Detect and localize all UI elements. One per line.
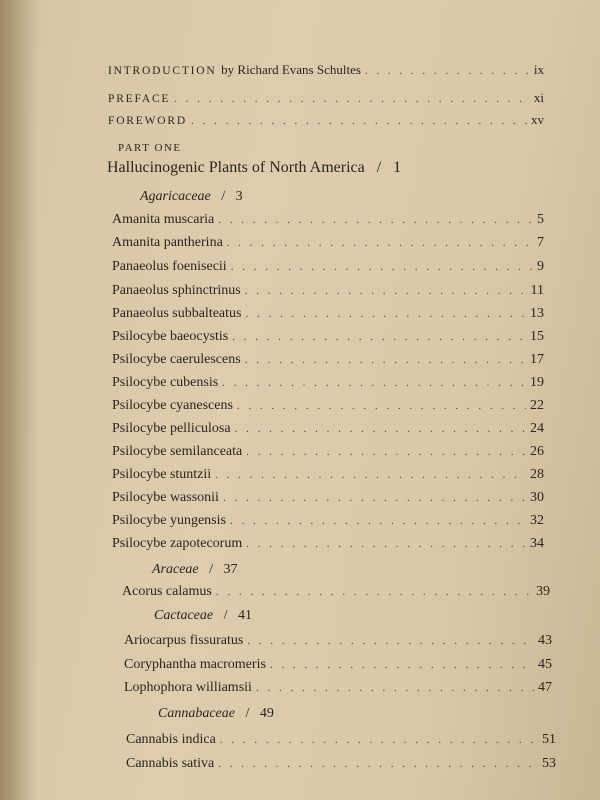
page-number: 39 bbox=[536, 584, 550, 599]
toc-entry bbox=[126, 732, 556, 748]
entry-label: Amanita muscaria bbox=[112, 212, 215, 227]
dot-leader bbox=[218, 758, 538, 770]
entry-label: Coryphantha macromeris bbox=[124, 657, 266, 672]
separator: / bbox=[209, 562, 214, 577]
toc-entry bbox=[112, 212, 544, 228]
family-page-number: 41 bbox=[237, 608, 252, 623]
entry-label: Lophophora williamsii bbox=[124, 680, 252, 695]
toc-entry bbox=[112, 375, 544, 391]
dot-leader bbox=[216, 586, 532, 598]
separator: / bbox=[245, 706, 250, 721]
entry-label: Panaeolus subbalteatus bbox=[112, 306, 242, 321]
page-number: 30 bbox=[530, 490, 544, 505]
dot-leader bbox=[256, 682, 534, 694]
toc-entry bbox=[112, 421, 544, 437]
entry-label: Panaeolus foenisecii bbox=[112, 259, 227, 274]
toc-entry bbox=[126, 756, 556, 772]
separator: / bbox=[221, 189, 226, 204]
toc-entry bbox=[112, 398, 544, 414]
entry-author: by Richard Evans Schultes bbox=[221, 62, 361, 77]
toc-entry bbox=[112, 329, 544, 345]
dot-leader bbox=[222, 377, 526, 389]
toc-entry bbox=[112, 513, 544, 529]
page-number: 22 bbox=[530, 398, 544, 413]
dot-leader bbox=[245, 354, 526, 366]
family-heading-araceae bbox=[152, 562, 238, 578]
entry-label: Amanita pantherina bbox=[112, 235, 223, 250]
toc-entry-preface bbox=[108, 90, 544, 106]
entry-label: INTRODUCTION bbox=[108, 65, 217, 77]
entry-label: Psilocybe cyanescens bbox=[112, 398, 233, 413]
dot-leader bbox=[270, 659, 534, 671]
part-title bbox=[107, 159, 401, 177]
family-name: Cannabaceae bbox=[158, 706, 235, 721]
page-number: xi bbox=[533, 90, 544, 105]
entry-label: Cannabis indica bbox=[126, 732, 216, 747]
dot-leader bbox=[231, 261, 533, 273]
toc-entry-foreword bbox=[108, 112, 544, 128]
toc-entry bbox=[124, 657, 552, 673]
page-number: 11 bbox=[530, 283, 544, 298]
toc-entry bbox=[124, 680, 552, 696]
page-number: 32 bbox=[530, 513, 544, 528]
part-page-number: 1 bbox=[393, 159, 402, 176]
entry-label: Panaeolus sphinctrinus bbox=[112, 283, 241, 298]
dot-leader bbox=[245, 285, 527, 297]
entry-label: Psilocybe pelliculosa bbox=[112, 421, 231, 436]
dot-leader bbox=[246, 446, 526, 458]
family-name: Cactaceae bbox=[154, 608, 214, 623]
page-number: 15 bbox=[530, 329, 544, 344]
entry-label: Psilocybe caerulescens bbox=[112, 352, 241, 367]
entry-label: Psilocybe stuntzii bbox=[112, 467, 212, 482]
page-number: 53 bbox=[542, 756, 556, 771]
toc-entry bbox=[112, 352, 544, 368]
entry-label: Psilocybe cubensis bbox=[112, 375, 219, 390]
page-number: 24 bbox=[530, 421, 544, 436]
dot-leader bbox=[220, 734, 538, 746]
dot-leader bbox=[230, 515, 526, 527]
entry-label: FOREWORD bbox=[108, 115, 187, 127]
page-number: xv bbox=[531, 112, 544, 127]
family-page-number: 3 bbox=[235, 189, 243, 204]
separator: / bbox=[223, 608, 228, 623]
family-page-number: 37 bbox=[223, 562, 238, 577]
separator: / bbox=[376, 159, 382, 176]
toc-entry bbox=[124, 633, 552, 649]
toc-entry bbox=[112, 536, 544, 552]
page-number: 47 bbox=[538, 680, 552, 695]
page-number: 9 bbox=[537, 259, 544, 274]
dot-leader bbox=[247, 635, 534, 647]
entry-label: Psilocybe zapotecorum bbox=[112, 536, 243, 551]
toc-entry-introduction bbox=[108, 62, 544, 78]
dot-leader bbox=[246, 538, 526, 550]
dot-leader bbox=[191, 115, 527, 127]
dot-leader bbox=[235, 423, 526, 435]
entry-label: Acorus calamus bbox=[122, 584, 212, 599]
toc-entry bbox=[112, 235, 544, 251]
toc-entry bbox=[112, 444, 544, 460]
dot-leader bbox=[218, 214, 533, 226]
dot-leader bbox=[174, 93, 530, 105]
page-number: 26 bbox=[530, 444, 544, 459]
family-heading-cactaceae bbox=[154, 608, 252, 624]
entry-label: PREFACE bbox=[108, 93, 171, 105]
page-number: 17 bbox=[530, 352, 544, 367]
page-number: 45 bbox=[538, 657, 552, 672]
dot-leader bbox=[245, 308, 526, 320]
entry-label: Psilocybe semilanceata bbox=[112, 444, 243, 459]
toc-entry bbox=[122, 584, 550, 600]
page-number: 51 bbox=[542, 732, 556, 747]
page-number: 5 bbox=[537, 212, 544, 227]
page-number: 19 bbox=[530, 375, 544, 390]
toc-entry bbox=[112, 467, 544, 483]
entry-label: Psilocybe wassonii bbox=[112, 490, 219, 505]
part-label: PART ONE bbox=[118, 142, 182, 154]
dot-leader bbox=[237, 400, 526, 412]
family-heading-cannabaceae bbox=[158, 706, 274, 722]
toc-entry bbox=[112, 259, 544, 275]
dot-leader bbox=[223, 492, 526, 504]
entry-label: Cannabis sativa bbox=[126, 756, 215, 771]
page-number: 7 bbox=[537, 235, 544, 250]
entry-label: Psilocybe baeocystis bbox=[112, 329, 229, 344]
page-number: ix bbox=[533, 62, 544, 77]
entry-label: Ariocarpus fissuratus bbox=[124, 633, 244, 648]
family-heading-agaricaceae bbox=[140, 189, 243, 205]
family-page-number: 49 bbox=[259, 706, 274, 721]
dot-leader bbox=[215, 469, 526, 481]
toc-entry bbox=[112, 306, 544, 322]
page-number: 13 bbox=[530, 306, 544, 321]
dot-leader bbox=[232, 331, 526, 343]
dot-leader bbox=[365, 65, 530, 77]
entry-label: Psilocybe yungensis bbox=[112, 513, 226, 528]
family-name: Araceae bbox=[152, 562, 199, 577]
toc-entry bbox=[112, 490, 544, 506]
part-title-text: Hallucinogenic Plants of North America bbox=[107, 159, 365, 176]
page-number: 43 bbox=[538, 633, 552, 648]
toc-entry bbox=[112, 283, 544, 299]
dot-leader bbox=[227, 237, 533, 249]
page-number: 28 bbox=[530, 467, 544, 482]
family-name: Agaricaceae bbox=[140, 189, 211, 204]
page-number: 34 bbox=[530, 536, 544, 551]
